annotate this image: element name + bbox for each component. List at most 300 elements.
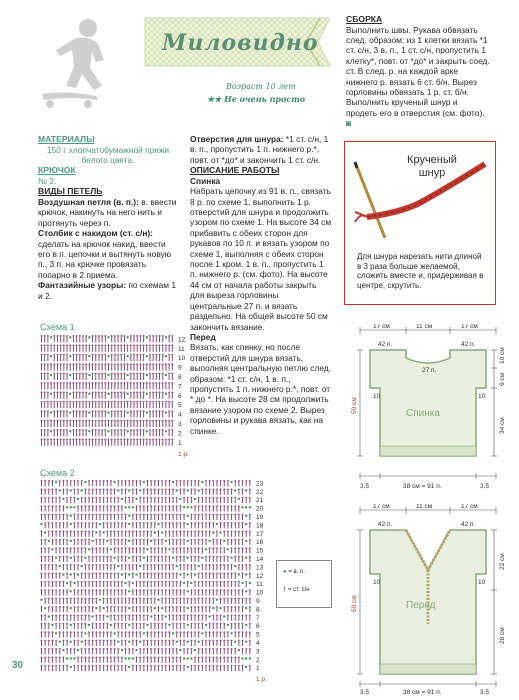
chain-stitch-mark [117, 565, 119, 567]
left-column [38, 134, 178, 301]
chart-row-number: 9 [178, 364, 182, 372]
difficulty-label [207, 94, 305, 104]
chain-stitch-mark [132, 657, 134, 659]
chain-stitch-mark [48, 540, 50, 542]
chart-row-number: 6 [256, 623, 260, 631]
chain-stitch-mark [187, 515, 189, 517]
chain-stitch-mark [219, 531, 221, 533]
chain-stitch-mark [50, 336, 52, 338]
chain-stitch-mark [216, 523, 218, 525]
chain-stitch-mark [187, 506, 189, 508]
chain-stitch-mark [107, 393, 109, 395]
chain-stitch-mark [143, 632, 145, 634]
chain-stitch-mark [172, 557, 174, 559]
chain-stitch-mark [146, 548, 148, 550]
chain-stitch-mark [187, 573, 189, 575]
chain-stitch-mark [168, 548, 170, 550]
chain-stitch-mark [249, 506, 251, 508]
chain-stitch-mark [234, 489, 236, 491]
chain-stitch-mark [113, 632, 115, 634]
chain-stitch-mark [179, 573, 181, 575]
chain-stitch-mark [212, 607, 214, 609]
back-side-left: 10 [373, 393, 381, 400]
chain-stitch-mark [230, 557, 232, 559]
chain-stitch-mark [135, 649, 137, 651]
materials-heading: МАТЕРИАЛЫ [38, 134, 95, 144]
chain-stitch-mark [70, 590, 72, 592]
front-dim-right-1: 22 см [499, 553, 506, 570]
chain-stitch-mark [238, 649, 240, 651]
chart-row-number: 8 [256, 606, 260, 614]
chain-stitch-mark [50, 374, 52, 376]
chart-row-number: 5 [178, 402, 182, 410]
chain-stitch-mark [187, 557, 189, 559]
chain-stitch-mark [107, 411, 109, 413]
chain-stitch-mark [40, 523, 42, 525]
chart-row-number: 16 [256, 539, 264, 547]
chain-stitch-mark [146, 393, 148, 395]
chain-stitch-mark [143, 557, 145, 559]
back-sts-right: 42 п. [461, 341, 476, 348]
chain-stitch-mark [69, 355, 71, 357]
chain-stitch-mark [51, 548, 53, 550]
chain-stitch-mark [245, 573, 247, 575]
chain-stitch-mark [165, 374, 167, 376]
chain-stitch-mark [230, 632, 232, 634]
chain-stitch-mark [154, 531, 156, 533]
chart-start-label: 1 р. [178, 450, 189, 458]
chain-stitch-mark [208, 615, 210, 617]
chain-stitch-mark [165, 393, 167, 395]
chain-stitch-mark [146, 624, 148, 626]
chain-stitch-mark [183, 657, 185, 659]
chain-stitch-mark [55, 557, 57, 559]
chain-stitch-mark [249, 657, 251, 659]
chain-stitch-mark [126, 336, 128, 338]
back-height: 50 см [351, 397, 358, 414]
chain-stitch-mark [110, 624, 112, 626]
front-heading: Перед [190, 331, 216, 342]
chain-stitch-mark [172, 632, 174, 634]
chain-stitch-mark [154, 607, 156, 609]
chain-stitch-mark [69, 336, 71, 338]
chain-stitch-mark [245, 590, 247, 592]
chain-stitch-mark [194, 498, 196, 500]
chain-stitch-mark [132, 506, 134, 508]
back-dim-right-1: 10 см [499, 347, 506, 364]
chain-stitch-mark [223, 615, 225, 617]
chain-stitch-mark [106, 615, 108, 617]
chain-stitch-mark [241, 657, 243, 659]
pattern-text: Фантазийные узоры: по схемам 1 и 2. [38, 280, 177, 301]
chain-stitch-mark [88, 430, 90, 432]
chain-stitch-mark [70, 573, 72, 575]
chain-stitch-mark [70, 515, 72, 517]
chain-stitch-mark [81, 641, 83, 643]
chain-stitch-mark [88, 336, 90, 338]
chain-stitch-mark [139, 565, 141, 567]
end-mark-icon: ◙ [346, 118, 352, 129]
chain-stitch-mark [126, 430, 128, 432]
star-icon: ★★ [207, 94, 222, 104]
chain-stitch-mark [135, 573, 137, 575]
chain-stitch-mark [48, 615, 50, 617]
assembly-text: Выполнить швы. Рукава обвязать след. образом: из 1 клетки вязать *1 ст. с/н, 3 в. п., 1 ст. с/н, пропустить 1 клетку*, повт. от *до* и закрыть соед. ст. В след. р. на каждой арке нижнего р. вязать 6 ст. б/н. Вырез горловины обвязать 1 р. ст. б/н. Выполнить крученый шнур и продеть его в отверстия (см. фото). ◙ [346, 24, 490, 129]
chain-stitch-mark [143, 481, 145, 483]
chain-stitch-mark [245, 523, 247, 525]
back-sts-left: 42 п. [378, 341, 393, 348]
chain-stitch-icon: ● [283, 569, 287, 575]
chain-stitch-mark [95, 531, 97, 533]
chain-stitch-mark [88, 411, 90, 413]
chain-stitch-mark [146, 411, 148, 413]
chart-row-number: 1 [256, 665, 260, 673]
skater-silhouette-icon [36, 16, 126, 116]
front-dim-top-2: 11 см [416, 504, 433, 510]
chain-stitch-mark [88, 393, 90, 395]
chart-row-number: 22 [256, 488, 264, 496]
chain-stitch-mark [230, 481, 232, 483]
chain-stitch-mark [190, 582, 192, 584]
chain-stitch-mark [70, 489, 72, 491]
front-dim-top-3: 17 см [461, 504, 478, 510]
chain-stitch-mark [113, 481, 115, 483]
chain-stitch-mark [187, 624, 189, 626]
chain-stitch-mark [126, 411, 128, 413]
chain-stitch-mark [51, 624, 53, 626]
cord-box [344, 141, 496, 305]
chain-stitch-mark [50, 430, 52, 432]
chain-stitch-mark [69, 430, 71, 432]
chart-row-number: 4 [178, 411, 182, 419]
chain-stitch-mark [241, 582, 243, 584]
chart-row-number: 21 [256, 497, 264, 505]
legend-dc: † = ст. с/н [283, 587, 310, 593]
chain-stitch-mark [66, 506, 68, 508]
chart-row-number: 10 [256, 589, 264, 597]
chain-stitch-mark [168, 624, 170, 626]
chain-stitch-mark [128, 590, 130, 592]
chain-stitch-mark [135, 498, 137, 500]
chain-stitch-mark [197, 641, 199, 643]
chain-stitch-mark [50, 411, 52, 413]
chain-stitch-mark [126, 355, 128, 357]
chain-stitch-mark [132, 582, 134, 584]
chain-stitch-mark [187, 666, 189, 668]
chain-stitch-mark [70, 624, 72, 626]
chain-stitch-mark [70, 540, 72, 542]
chain-stitch-mark [187, 540, 189, 542]
chain-stitch-mark [197, 565, 199, 567]
chain-stitch-mark [88, 374, 90, 376]
chain-stitch-mark [55, 632, 57, 634]
back-dim-right-2: 6 см [499, 372, 506, 386]
chain-stitch-mark [91, 540, 93, 542]
difficulty-text: Не очень просто [224, 94, 306, 104]
chart-row-number: 11 [256, 581, 263, 589]
chart-row-number: 7 [178, 383, 182, 391]
chart-row-number: 13 [256, 564, 264, 572]
scheme1-chart [38, 333, 193, 459]
chain-stitch-mark [50, 355, 52, 357]
chain-stitch-mark [201, 557, 203, 559]
cord-title: Крученый шнур [407, 154, 457, 179]
chain-stitch-mark [238, 498, 240, 500]
front-dim-top-1: 17 см [373, 504, 390, 510]
chain-stitch-mark [128, 666, 130, 668]
chain-stitch-mark [128, 641, 130, 643]
page-title: Миловидно [162, 30, 319, 56]
back-dim-top-3: 17 см [461, 324, 478, 330]
chain-stitch-mark [245, 641, 247, 643]
chain-stitch-mark [124, 506, 126, 508]
chain-stitch-mark [139, 641, 141, 643]
page-number: 30 [12, 660, 24, 671]
chain-stitch-mark [88, 355, 90, 357]
chain-stitch-mark [99, 599, 101, 601]
chain-stitch-mark [205, 624, 207, 626]
chain-stitch-mark [146, 336, 148, 338]
chart-row-number: 15 [256, 547, 264, 555]
chain-stitch-mark [165, 336, 167, 338]
chain-stitch-mark [88, 624, 90, 626]
scheme2-chart [38, 478, 268, 683]
chain-stitch-mark [187, 489, 189, 491]
chain-stitch-mark [190, 506, 192, 508]
chain-stitch-mark [183, 506, 185, 508]
chart-legend [276, 560, 332, 608]
chain-stitch-mark [128, 607, 130, 609]
back-dim-top-1: 17 см [373, 324, 390, 330]
chain-stitch-mark [187, 590, 189, 592]
chain-stitch-mark [146, 355, 148, 357]
front-side-right: 10 [478, 579, 486, 586]
stitches-heading: ВИДЫ ПЕТЕЛЬ [38, 186, 103, 197]
chain-stitch-mark [102, 607, 104, 609]
chain-stitch-mark [150, 615, 152, 617]
chain-stitch-mark [69, 374, 71, 376]
chain-stitch-mark [205, 548, 207, 550]
chain-stitch-mark [62, 498, 64, 500]
chain-stitch-mark [70, 506, 72, 508]
chain-stitch-mark [165, 355, 167, 357]
chain-stitch-mark [245, 666, 247, 668]
chain-stitch-mark [73, 657, 75, 659]
back-text: Набрать цепочку из 91 в. п., связать 8 р. по схеме 1, выполнить 1 р. отверстий для шнура и продолжить узором по схеме 1. На высоте 34 см прибавить с обеих сторон для рукавов по 10 п. и вязать узором по схеме 1, выполняя с обеих сторон после 1 кром. 1 в. п., пропустить 1 п. нижнего р. (см. фото). На высоте 44 см от начала работы закрыть для выреза горловины центральные 27 п. и вязать раздельно. На общей высоте 50 см закончить вязание. [190, 186, 332, 332]
chain-stitch-mark [176, 565, 178, 567]
chain-stitch-mark [95, 607, 97, 609]
chain-stitch-mark [128, 573, 130, 575]
chain-stitch-mark [117, 641, 119, 643]
chain-stitch-mark [70, 557, 72, 559]
chain-stitch-mark [146, 430, 148, 432]
chain-stitch-mark [99, 523, 101, 525]
hook-heading: КРЮЧОК [38, 165, 76, 176]
assembly-section [346, 14, 490, 129]
chain-stitch-mark [157, 599, 159, 601]
chain-stitch-mark [165, 615, 167, 617]
chain-stitch-mark [245, 607, 247, 609]
chain-stitch-mark [107, 430, 109, 432]
double-crochet-icon: † [283, 587, 287, 593]
chain-stitch-mark [44, 607, 46, 609]
chain-stitch-mark [176, 641, 178, 643]
front-side-left: 10 [373, 579, 381, 586]
chain-stitch-mark [128, 506, 130, 508]
chain-stitch-mark [59, 489, 61, 491]
chain-stitch-mark [88, 548, 90, 550]
chain-stitch-mark [73, 506, 75, 508]
chart-row-number: 12 [178, 336, 186, 344]
front-text: Вязать, как спинку, но после отверстий для шнура вязать, выполняя центральную петлю след. образом: *1 ст. с/н, 1 в. п., пропустить 1 п. нижнего р.*, повт. от * до *. На высоте 28 см продолжить вязание узором по схеме 2. Вырез горловины и рукава вязать, как на спинке. [190, 342, 332, 436]
chain-stitch-mark [40, 599, 42, 601]
back-heading: Спинка [190, 175, 221, 186]
chain-stitch-mark [212, 531, 214, 533]
stitch-chain-text: Воздушная петля (в. п.): в. ввести крючок, накинуть на него нить и протянуть через п. [38, 197, 177, 228]
chain-stitch-mark [121, 649, 123, 651]
chain-stitch-mark [165, 411, 167, 413]
chain-stitch-mark [44, 531, 46, 533]
chain-stitch-mark [208, 540, 210, 542]
chart-row-number: 11 [178, 345, 185, 353]
chain-stitch-mark [165, 430, 167, 432]
chain-stitch-mark [81, 565, 83, 567]
scheme1-label: Схема 1 [40, 322, 75, 332]
front-dim-bottom-3: 3,5 [480, 689, 490, 694]
chain-stitch-mark [234, 565, 236, 567]
work-heading: ОПИСАНИЕ РАБОТЫ [190, 165, 280, 176]
chart-row-number: 14 [256, 556, 264, 563]
chart-row-number: 9 [256, 598, 260, 605]
chain-stitch-mark [84, 557, 86, 559]
chain-stitch-mark [70, 523, 72, 525]
chain-stitch-mark [139, 489, 141, 491]
back-dim-right-3: 34 см [499, 417, 506, 434]
chain-stitch-mark [157, 523, 159, 525]
chain-stitch-mark [113, 557, 115, 559]
age-label: Возраст 10 лет [226, 82, 296, 91]
chain-stitch-mark [70, 607, 72, 609]
chart-row-number: 20 [256, 505, 264, 513]
chain-stitch-mark [150, 540, 152, 542]
chain-stitch-mark [91, 615, 93, 617]
chain-stitch-mark [73, 582, 75, 584]
front-sts-right: 42 п. [461, 521, 476, 528]
cord-text: Для шнура нарезать нити длиной в 3 раза больше желаемой, сложить вместе и, придерживая в центре, скрутить. [357, 252, 484, 290]
chain-stitch-mark [128, 624, 130, 626]
chain-stitch-mark [50, 393, 52, 395]
chain-stitch-mark [84, 632, 86, 634]
chain-stitch-mark [121, 573, 123, 575]
chart-row-number: 18 [256, 522, 264, 530]
back-dim-bottom-1: 3,5 [360, 483, 370, 490]
back-side-right: 10 [478, 393, 486, 400]
chart-row-number: 5 [256, 631, 260, 639]
chain-stitch-mark [187, 641, 189, 643]
chain-stitch-mark [219, 607, 221, 609]
chain-stitch-mark [69, 411, 71, 413]
chain-stitch-mark [201, 481, 203, 483]
chain-stitch-mark [227, 548, 229, 550]
chain-stitch-mark [124, 657, 126, 659]
front-dim-bottom-1: 3,5 [360, 689, 370, 694]
chain-stitch-mark [245, 557, 247, 559]
chain-stitch-mark [128, 657, 130, 659]
chain-stitch-mark [69, 393, 71, 395]
front-dim-right-2: 28 см [499, 627, 506, 644]
chain-stitch-mark [245, 515, 247, 517]
chain-stitch-mark [81, 489, 83, 491]
chain-stitch-mark [77, 649, 79, 651]
chain-stitch-mark [249, 582, 251, 584]
chart-start-label: 1 р. [256, 676, 267, 683]
chart-row-number: 4 [256, 640, 260, 647]
back-dim-top-2: 11 см [416, 324, 433, 330]
chain-stitch-mark [201, 632, 203, 634]
chart-row-number: 10 [178, 355, 186, 363]
chain-stitch-mark [223, 540, 225, 542]
chain-stitch-mark [117, 489, 119, 491]
chain-stitch-mark [128, 515, 130, 517]
chain-stitch-mark [66, 657, 68, 659]
chain-stitch-mark [245, 489, 247, 491]
chart-row-number: 12 [256, 572, 264, 580]
front-dim-bottom-2: 38 см = 91 п. [403, 689, 442, 694]
chart-row-number: 2 [256, 656, 260, 664]
scheme2-label: Схема 2 [40, 468, 75, 478]
chart-row-number: 19 [256, 514, 264, 521]
front-schematic [348, 504, 508, 694]
chain-stitch-mark [128, 489, 130, 491]
back-name: Спинка [406, 408, 440, 419]
chain-stitch-mark [107, 336, 109, 338]
chain-stitch-mark [179, 498, 181, 500]
chain-stitch-mark [106, 540, 108, 542]
chart-row-number: 3 [256, 648, 260, 656]
chart-row-number: 8 [178, 374, 182, 381]
chain-stitch-mark [62, 649, 64, 651]
chain-stitch-mark [176, 489, 178, 491]
chain-stitch-mark [194, 573, 196, 575]
back-schematic [348, 324, 508, 502]
chain-stitch-mark [197, 489, 199, 491]
chart-row-number: 3 [178, 421, 182, 428]
chain-stitch-mark [124, 582, 126, 584]
chain-stitch-mark [77, 498, 79, 500]
stitch-dc-text: Столбик с накидом (ст. с/н): сделать на крючок накид, ввести его в п. цепочки и вытянуть новую п., 3 п. на крючке провязать попарно в 2 приема. [38, 228, 172, 280]
chain-stitch-mark [179, 649, 181, 651]
chart-row-number: 23 [256, 480, 264, 488]
legend-chain: ● = в. п. [283, 569, 305, 575]
chain-stitch-mark [110, 548, 112, 550]
chain-stitch-mark [227, 624, 229, 626]
chart-row-number: 17 [256, 530, 264, 538]
chain-stitch-mark [172, 481, 174, 483]
chain-stitch-mark [245, 506, 247, 508]
chain-stitch-mark [194, 649, 196, 651]
chain-stitch-mark [183, 582, 185, 584]
chart-row-number: 2 [178, 430, 182, 438]
back-neck-sts: 27 п. [422, 367, 437, 374]
chain-stitch-mark [121, 498, 123, 500]
chain-stitch-mark [126, 393, 128, 395]
front-sts-left: 42 п. [378, 521, 393, 528]
chain-stitch-mark [187, 607, 189, 609]
assembly-heading: СБОРКА [346, 14, 383, 24]
back-dim-bottom-2: 38 см = 91 п. [403, 483, 442, 490]
chain-stitch-mark [238, 573, 240, 575]
chain-stitch-mark [102, 531, 104, 533]
